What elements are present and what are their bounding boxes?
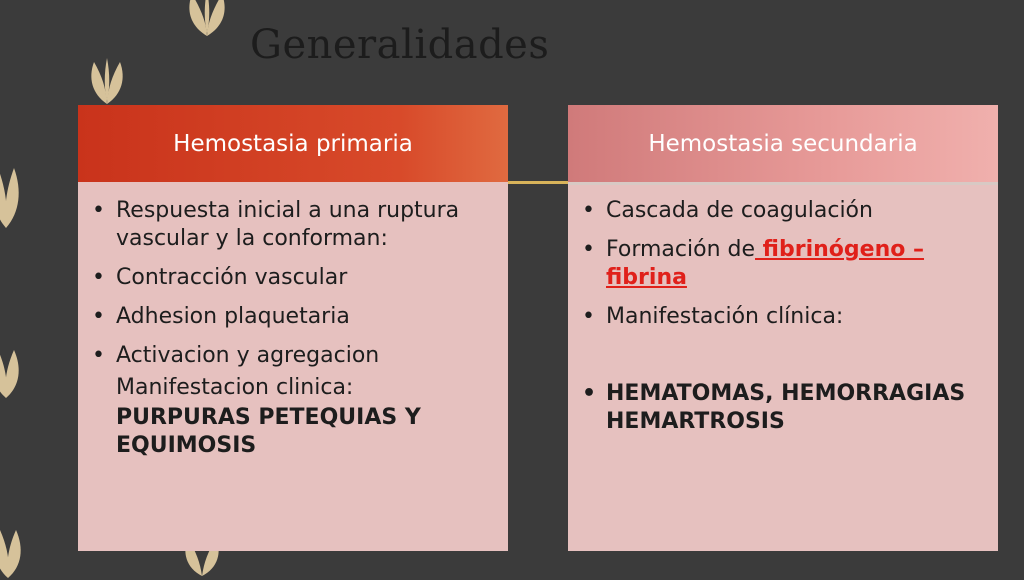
panel-header: Hemostasia primaria	[78, 105, 508, 182]
list-item: • HEMATOMAS, HEMORRAGIAS HEMARTROSIS	[580, 380, 980, 436]
leaf-sprig-icon	[0, 340, 26, 400]
manifestation-label: Manifestacion clinica:	[116, 375, 354, 400]
list-item: • Cascada de coagulación	[580, 197, 980, 225]
list-item: • Activacion y agregacion	[90, 342, 490, 370]
leaf-sprig-icon	[82, 58, 132, 106]
list-item: • Adhesion plaquetaria	[90, 303, 490, 331]
list-item-text: Formación de	[606, 237, 756, 262]
list-item: • Respuesta inicial a una ruptura vascular y la conforman:	[90, 197, 490, 253]
list-item: • Contracción vascular	[90, 264, 490, 292]
leaf-sprig-icon	[178, 0, 236, 38]
list-item: • Manifestación clínica:	[580, 303, 980, 331]
panel-body	[580, 197, 980, 447]
leaf-sprig-icon	[0, 520, 28, 580]
bullet-list	[580, 197, 980, 436]
highlight-text: fibrinógeno – fibrina	[606, 237, 925, 290]
list-item	[580, 236, 980, 292]
panel-body	[90, 197, 490, 460]
leaf-sprig-icon	[0, 150, 26, 230]
page-title: Generalidades	[250, 22, 550, 68]
connector-line	[508, 181, 568, 184]
panel-header: Hemostasia secundaria	[568, 105, 998, 182]
panel-hemostasia-secundaria	[568, 105, 998, 551]
panel-hemostasia-primaria	[78, 105, 508, 551]
bullet-list	[90, 197, 490, 370]
manifestation-value: PURPURAS PETEQUIAS Y EQUIMOSIS	[116, 405, 421, 458]
spacer	[580, 342, 980, 380]
